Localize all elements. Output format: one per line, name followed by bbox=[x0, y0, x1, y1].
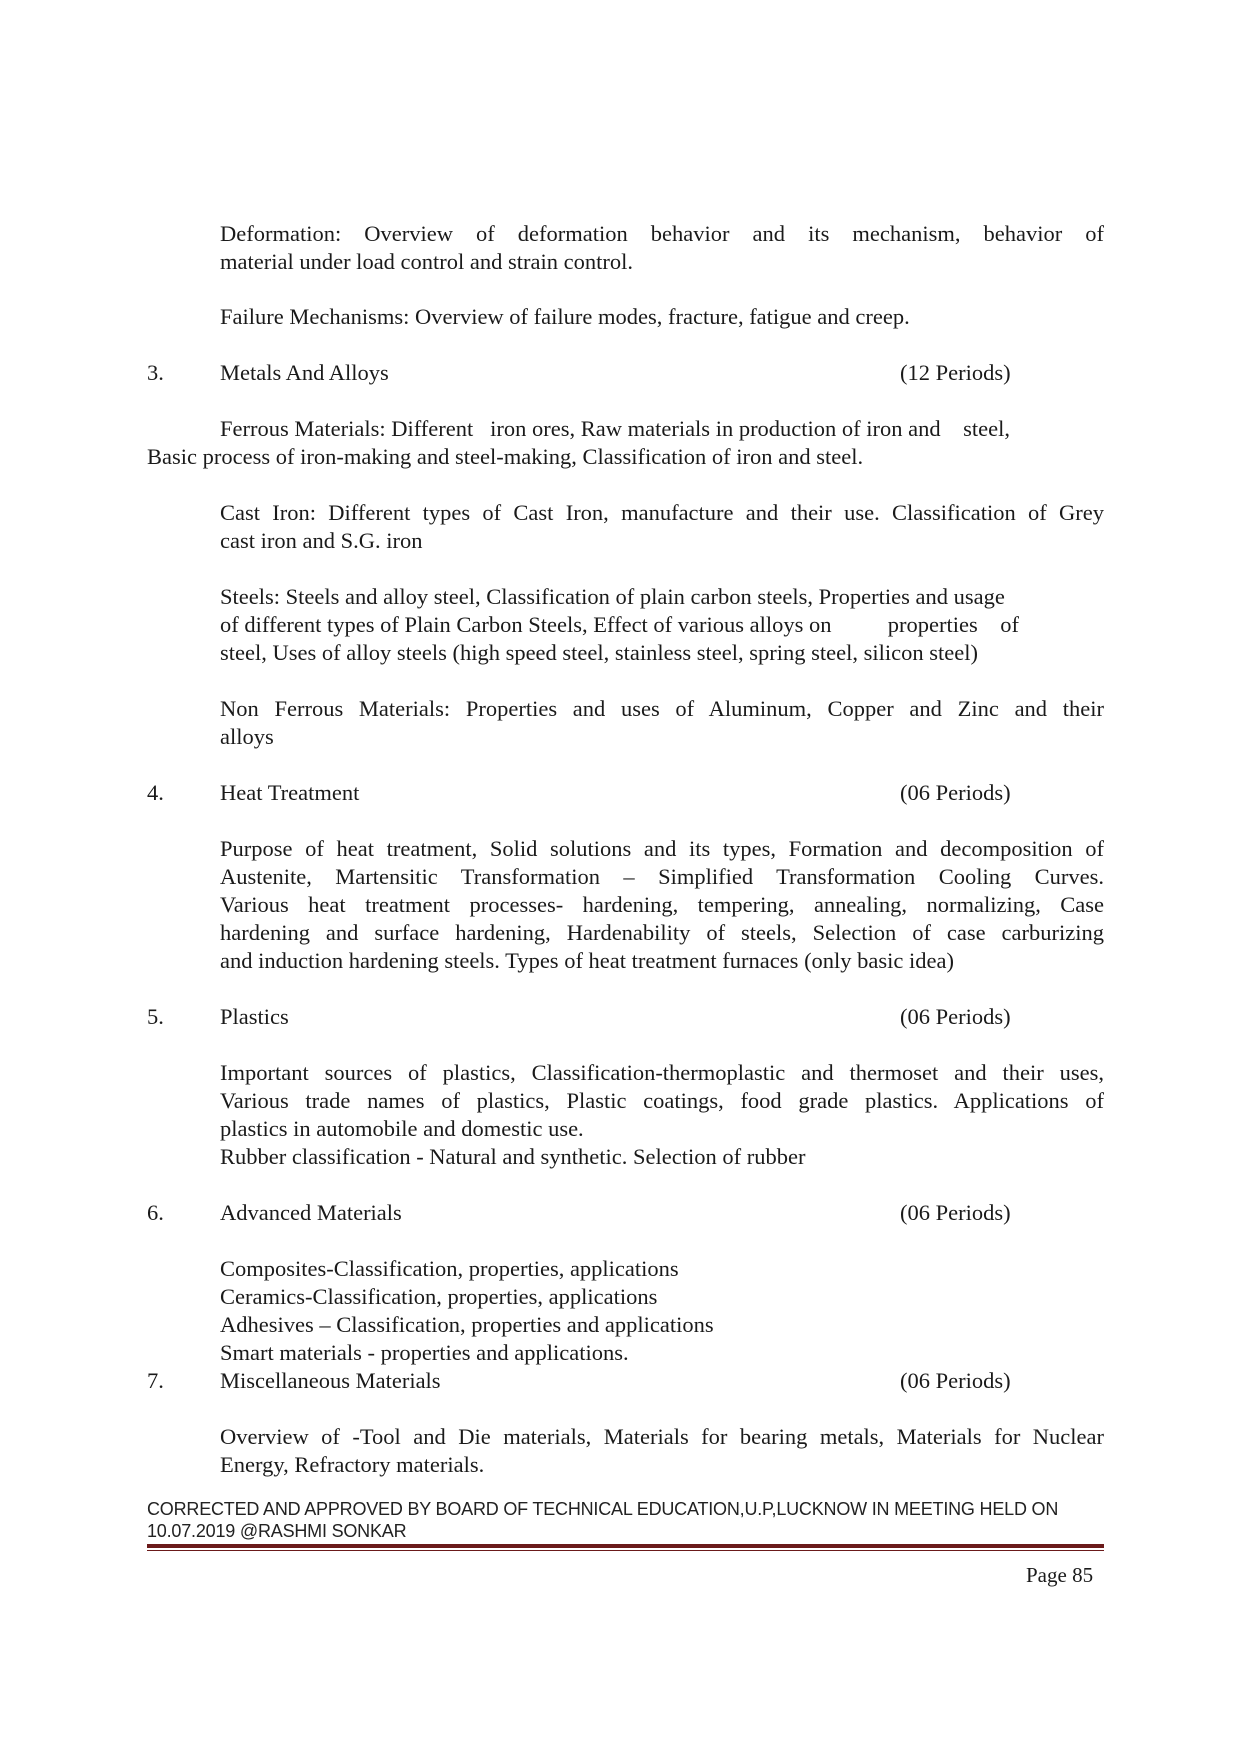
plastics-line-4: Rubber classification - Natural and synthetic. Selection of rubber bbox=[220, 1144, 806, 1169]
advanced-item-ceramics: Ceramics-Classification, properties, applications bbox=[220, 1284, 658, 1309]
section-6-title: Advanced Materials bbox=[220, 1200, 402, 1225]
heat-treatment-line-2: Austenite, Martensitic Transformation – Simplified Transformation Cooling Curves. bbox=[220, 864, 1104, 889]
advanced-item-adhesives: Adhesives – Classification, properties and applications bbox=[220, 1312, 714, 1337]
steels-line-3: steel, Uses of alloy steels (high speed steel, stainless steel, spring steel, silicon steel) bbox=[220, 640, 978, 665]
section-6-periods: (06 Periods) bbox=[900, 1200, 1011, 1225]
ferrous-line-2: Basic process of iron-making and steel-making, Classification of iron and steel. bbox=[147, 444, 864, 469]
section-5-title: Plastics bbox=[220, 1004, 289, 1029]
footer-rule-thick bbox=[147, 1544, 1104, 1548]
deformation-line-2: material under load control and strain control. bbox=[220, 249, 633, 274]
steels-line-1: Steels: Steels and alloy steel, Classification of plain carbon steels, Properties and usage bbox=[220, 584, 1005, 609]
cast-iron-line-1: Cast Iron: Different types of Cast Iron, manufacture and their use. Classification of Grey bbox=[220, 500, 1104, 525]
advanced-item-composites: Composites-Classification, properties, applications bbox=[220, 1256, 679, 1281]
section-7-periods: (06 Periods) bbox=[900, 1368, 1011, 1393]
advanced-materials-list bbox=[220, 1255, 1104, 1367]
section-3-number: 3. bbox=[147, 360, 164, 385]
misc-materials-line-1: Overview of -Tool and Die materials, Materials for bearing metals, Materials for Nuclear bbox=[220, 1424, 1104, 1449]
section-4-periods: (06 Periods) bbox=[900, 780, 1011, 805]
section-4-number: 4. bbox=[147, 780, 164, 805]
page-number: Page 85 bbox=[1026, 1563, 1094, 1587]
heat-treatment-line-1: Purpose of heat treatment, Solid solutions and its types, Formation and decomposition of bbox=[220, 836, 1104, 861]
heat-treatment-line-3: Various heat treatment processes- hardening, tempering, annealing, normalizing, Case bbox=[220, 892, 1104, 917]
deformation-paragraph bbox=[220, 220, 1104, 276]
non-ferrous-line-1: Non Ferrous Materials: Properties and uses of Aluminum, Copper and Zinc and their bbox=[220, 696, 1104, 721]
section-6-number: 6. bbox=[147, 1200, 164, 1225]
section-7-number: 7. bbox=[147, 1368, 164, 1393]
cast-iron-line-2: cast iron and S.G. iron bbox=[220, 528, 423, 553]
advanced-item-smart-materials: Smart materials - properties and applications. bbox=[220, 1340, 629, 1365]
ferrous-line-1: Ferrous Materials: Different iron ores, Raw materials in production of iron and steel, bbox=[220, 416, 1011, 441]
plastics-line-1: Important sources of plastics, Classification-thermoplastic and thermoset and their uses, bbox=[220, 1060, 1104, 1085]
heat-treatment-line-4: hardening and surface hardening, Hardenability of steels, Selection of case carburizing bbox=[220, 920, 1104, 945]
deformation-line-1: Deformation: Overview of deformation behavior and its mechanism, behavior of bbox=[220, 221, 1104, 246]
footer-approval-line-2: 10.07.2019 @RASHMI SONKAR bbox=[147, 1521, 407, 1541]
section-7-title: Miscellaneous Materials bbox=[220, 1368, 441, 1393]
failure-mechanisms-paragraph: Failure Mechanisms: Overview of failure modes, fracture, fatigue and creep. bbox=[220, 304, 910, 329]
section-4-title: Heat Treatment bbox=[220, 780, 360, 805]
section-5-number: 5. bbox=[147, 1004, 164, 1029]
section-3-periods: (12 Periods) bbox=[900, 360, 1011, 385]
footer-rule-thin bbox=[147, 1550, 1104, 1551]
steels-paragraph bbox=[220, 583, 1104, 667]
misc-materials-line-2: Energy, Refractory materials. bbox=[220, 1452, 485, 1477]
misc-materials-paragraph bbox=[220, 1423, 1104, 1479]
plastics-line-2: Various trade names of plastics, Plastic coatings, food grade plastics. Applications of bbox=[220, 1088, 1104, 1113]
non-ferrous-paragraph bbox=[220, 695, 1104, 751]
section-3-title: Metals And Alloys bbox=[220, 360, 389, 385]
heat-treatment-line-5: and induction hardening steels. Types of heat treatment furnaces (only basic idea) bbox=[220, 948, 955, 973]
plastics-line-3: plastics in automobile and domestic use. bbox=[220, 1116, 584, 1141]
footer-approval-line-1: CORRECTED AND APPROVED BY BOARD OF TECHNICAL EDUCATION,U.P,LUCKNOW IN MEETING HELD ON bbox=[147, 1499, 1059, 1519]
heat-treatment-paragraph bbox=[220, 835, 1104, 975]
steels-line-2: of different types of Plain Carbon Steels, Effect of various alloys on properties of bbox=[220, 612, 1019, 637]
plastics-paragraph bbox=[220, 1059, 1104, 1171]
section-5-periods: (06 Periods) bbox=[900, 1004, 1011, 1029]
cast-iron-paragraph bbox=[220, 499, 1104, 555]
non-ferrous-line-2: alloys bbox=[220, 724, 274, 749]
